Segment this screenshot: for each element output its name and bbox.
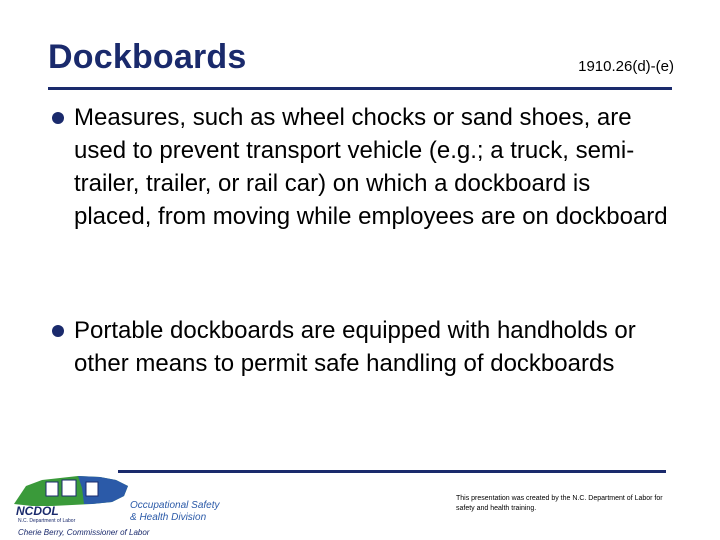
logo-commissioner-text: Cherie Berry, Commissioner of Labor — [18, 528, 150, 537]
standard-citation: 1910.26(d)-(e) — [578, 58, 674, 75]
title-divider — [48, 87, 672, 90]
bullet-item — [52, 314, 672, 380]
logo-division-text — [130, 500, 220, 524]
slide-title: Dockboards — [48, 38, 247, 76]
logo-department-text: N.C. Department of Labor — [18, 518, 76, 524]
footer-divider — [118, 470, 666, 473]
bullet-text: Measures, such as wheel chocks or sand shoes, are used to prevent transport vehicle (e.g.; a truck, semi-trailer, trailer, or rail car) on which a dockboard is placed, from moving while employees are on dockboard — [74, 104, 668, 230]
nc-map-icon — [12, 474, 132, 508]
logo-ncdol-text: NCDOL — [16, 504, 59, 518]
bullet-item — [52, 101, 672, 233]
logo-division-line1: Occupational Safety — [130, 500, 220, 511]
ncdol-logo — [12, 474, 272, 540]
logo-division-line2: & Health Division — [130, 512, 207, 523]
bullet-dot-icon — [52, 112, 64, 124]
bullet-text: Portable dockboards are equipped with handholds or other means to permit safe handling of dockboards — [74, 317, 636, 377]
bullet-dot-icon — [52, 325, 64, 337]
footer-credit-note: This presentation was created by the N.C. Department of Labor for safety and health training. — [456, 495, 663, 512]
